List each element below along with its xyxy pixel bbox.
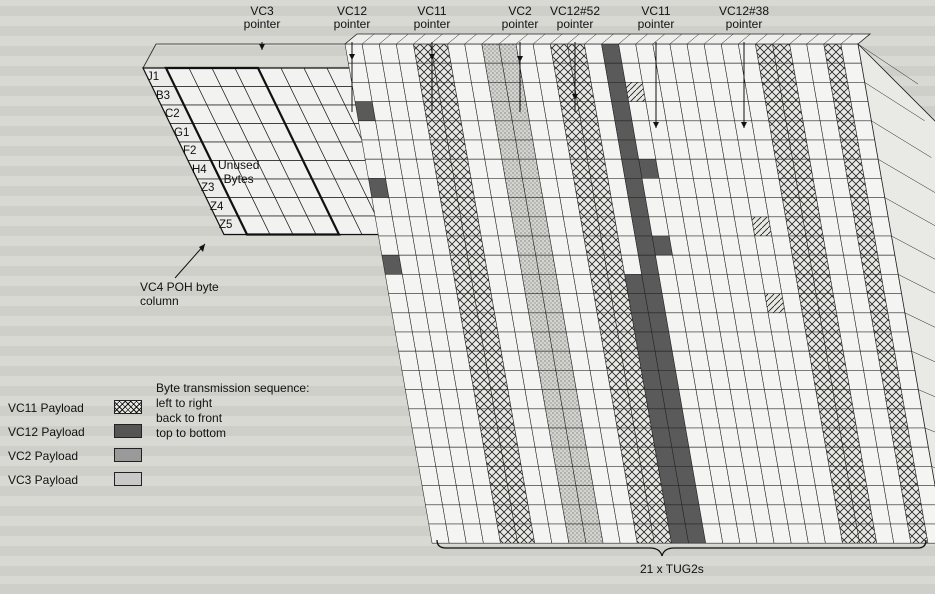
legend-swatch-vc12 bbox=[114, 424, 142, 438]
vc4-poh-column-label: VC4 POH byte column bbox=[140, 280, 219, 308]
poh-byte-z5: Z5 bbox=[219, 219, 239, 231]
legend-swatch-vc11 bbox=[114, 400, 142, 414]
legend-swatch-vc3 bbox=[114, 472, 142, 486]
poh-column-leader-head bbox=[199, 244, 205, 252]
pointer-label-word: pointer bbox=[394, 18, 470, 31]
poh-byte-b3: B3 bbox=[156, 90, 176, 102]
poh-byte-h4: H4 bbox=[192, 164, 212, 176]
pointer-label-word: pointer bbox=[706, 18, 782, 31]
pointer-label-vc11a bbox=[394, 5, 470, 31]
pointer-label-word: pointer bbox=[482, 18, 558, 31]
unused-bytes-label: Unused Bytes bbox=[218, 158, 259, 186]
poh-byte-g1: G1 bbox=[174, 127, 194, 139]
pointer-label-name: VC12#38 bbox=[706, 5, 782, 18]
pointer-label-name: VC12#52 bbox=[537, 5, 613, 18]
legend-swatch-vc2 bbox=[114, 448, 142, 462]
pointer-label-vc12 bbox=[314, 5, 390, 31]
poh-byte-z4: Z4 bbox=[210, 201, 230, 213]
pointer-label-name: VC11 bbox=[618, 5, 694, 18]
poh-block-top-edge bbox=[143, 44, 363, 68]
legend-label-vc11: VC11 Payload bbox=[8, 401, 84, 415]
pointer-label-name: VC2 bbox=[482, 5, 558, 18]
pointer-label-vc11b bbox=[618, 5, 694, 31]
tug2-count-label: 21 x TUG2s bbox=[640, 562, 704, 576]
pointer-label-vc3 bbox=[224, 5, 300, 31]
pointer-label-name: VC3 bbox=[224, 5, 300, 18]
pointer-label-vc12_52 bbox=[537, 5, 613, 31]
poh-byte-z3: Z3 bbox=[201, 182, 221, 194]
pointer-label-word: pointer bbox=[314, 18, 390, 31]
pointer-label-name: VC12 bbox=[314, 5, 390, 18]
legend-label-vc2: VC2 Payload bbox=[8, 449, 78, 463]
legend-label-vc12: VC12 Payload bbox=[8, 425, 85, 439]
pointer-label-word: pointer bbox=[224, 18, 300, 31]
poh-byte-j1: J1 bbox=[147, 71, 167, 83]
pointer-label-vc12_38 bbox=[706, 5, 782, 31]
poh-byte-c2: C2 bbox=[165, 108, 185, 120]
poh-column-leader bbox=[175, 244, 205, 278]
pointer-arrowhead bbox=[259, 44, 265, 50]
legend-label-vc3: VC3 Payload bbox=[8, 473, 78, 487]
poh-byte-f2: F2 bbox=[183, 145, 203, 157]
transmission-sequence-note: Byte transmission sequence: left to right back to front top to bottom bbox=[156, 381, 309, 441]
pointer-label-word: pointer bbox=[618, 18, 694, 31]
pointer-label-name: VC11 bbox=[394, 5, 470, 18]
pointer-label-word: pointer bbox=[537, 18, 613, 31]
